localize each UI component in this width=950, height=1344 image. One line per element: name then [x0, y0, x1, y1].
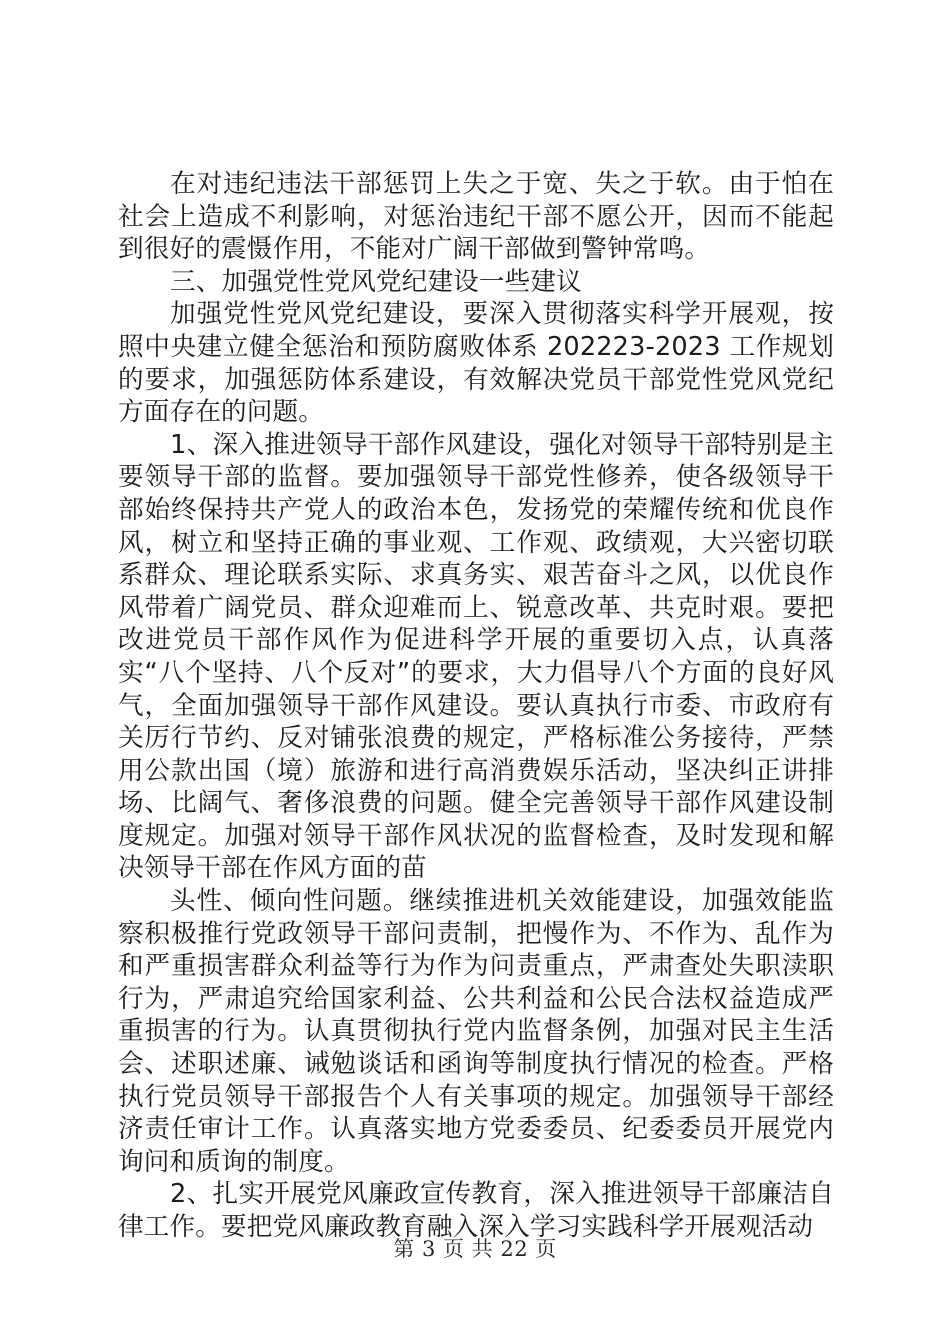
paragraph: 在对违纪违法干部惩罚上失之于宽、失之于软。由于怕在社会上造成不利影响，对惩治违纪干部不愿公开，因而不能起到很好的震慑作用，不能对广阔干部做到警钟常鸣。	[118, 169, 834, 265]
page-number-footer: 第 3 页 共 22 页	[393, 1237, 557, 1261]
paragraph: 头性、倾向性问题。继续推进机关效能建设，加强效能监察积极推行党政领导干部问责制，把慢作为、不作为、乱作为和严重损害群众利益等行为作为问责重点，严肃查处失职渎职行为，严肃追究给国家利益、公共利益和公民合法权益造成严重损害的行为。认真贯彻执行党内监督条例，加强对民主生活会、述职述廉、诫勉谈话和函询等制度执行情况的检查。严格执行党员领导干部报告个人有关事项的规定。加强领导干部经济责任审计工作。认真落实地方党委委员、纪委委员开展党内询问和质询的制度。	[118, 886, 834, 1177]
paragraph: 1、深入推进领导干部作风建设，强化对领导干部特别是主要领导干部的监督。要加强领导干部党性修养，使各级领导干部始终保持共产党人的政治本色，发扬党的荣耀传统和优良作风，树立和坚持正确的事业观、工作观、政绩观，大兴密切联系群众、理论联系实际、求真务实、艰苦奋斗之风，以优良作风带着广阔党员、群众迎难而上、锐意改革、共克时艰。要把改进党员干部作风作为促进科学开展的重要切入点，认真落实“八个坚持、八个反对”的要求，大力倡导八个方面的良好风气，全面加强领导干部作风建设。要认真执行市委、市政府有关厉行节约、反对铺张浪费的规定，严格标准公务接待，严禁用公款出国（境）旅游和进行高消费娱乐活动，坚决纠正讲排场、比阔气、奢侈浪费的问题。健全完善领导干部作风建设制度规定。加强对领导干部作风状况的监督检查，及时发现和解决领导干部在作风方面的苗	[118, 429, 834, 884]
paragraph: 2、扎实开展党风廉政宣传教育，深入推进领导干部廉洁自律工作。要把党风廉政教育融入深入学习实践科学开展观活动	[118, 1179, 834, 1242]
section-heading: 三、加强党性党风党纪建设一些建议	[170, 266, 582, 297]
paragraph: 加强党性党风党纪建设，要深入贯彻落实科学开展观，按照中央建立健全惩治和预防腐败体系 202223-2023 工作规划的要求，加强惩防体系建设，有效解决党员干部党性党风党纪方面存在的问题。	[118, 299, 834, 428]
document-body	[118, 168, 834, 1244]
